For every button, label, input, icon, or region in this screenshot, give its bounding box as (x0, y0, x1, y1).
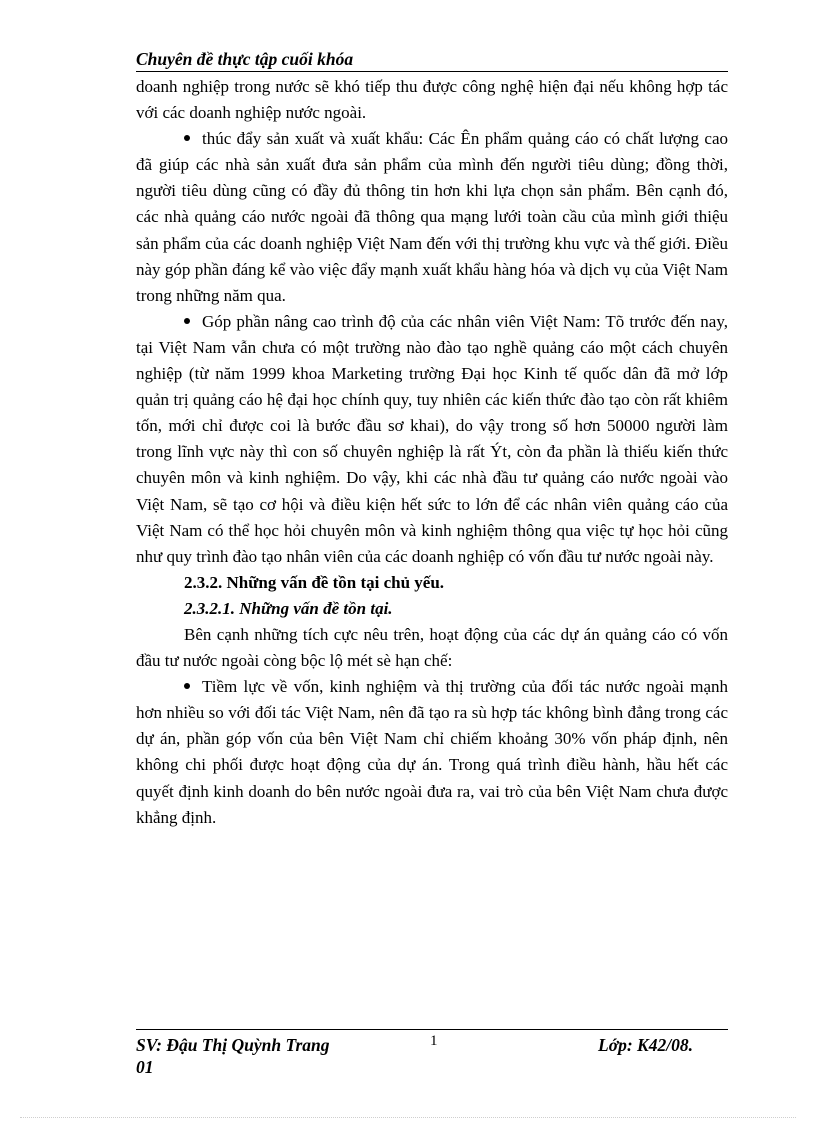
bullet-icon (184, 683, 190, 689)
footer-rule (136, 1029, 728, 1030)
bullet-item-export (136, 126, 728, 309)
footer-student-line2: 01 (136, 1057, 154, 1077)
bullet-icon (184, 318, 190, 324)
bullet-item-capital (136, 674, 728, 831)
bullet-text: Tiềm lực về vốn, kinh nghiệm và thị trường của đối tác nước ngoài mạnh hơn nhiều so với đối tác Việt Nam, nên đã tạo ra sù hợp tác không bình đẳng trong các dự án, phần góp vốn của bên Việt Nam chỉ chiếm khoảng 30% vốn pháp định, nên không chi phối được hoạt động của dự án. Trong quá trình điều hành, hầu hết các quyết định kinh doanh do bên nước ngoài đưa ra, vai trò của bên Việt Nam chưa được khẳng định. (136, 677, 728, 827)
subsection-heading: 2.3.2.1. Những vấn đề tồn tại. (184, 598, 393, 618)
page-number: 1 (430, 1033, 438, 1049)
section-heading: 2.3.2. Những vấn đề tồn tại chủ yếu. (184, 572, 445, 592)
footer-student (136, 1034, 330, 1078)
page-boundary-line (20, 1117, 796, 1118)
footer-class: Lớp: K42/08. (598, 1035, 693, 1055)
header-rule (136, 71, 728, 72)
bullet-text: Góp phần nâng cao trình độ của các nhân viên Việt Nam: Tõ trước đến nay, tại Việt Nam vẫn chưa có một trường nào đào tạo nghề quảng cáo một cách chuyên nghiệp (từ năm 1999 khoa Marketing trường Đại học Kinh tế quốc dân đã mở lớp quản trị quảng cáo hệ đại học chính quy, tuy nhiên các kiến thức đào tạo còn rất khiêm tốn, mới chỉ được coi là bước đầu sơ khai), do vậy trong số hơn 50000 người làm trong lĩnh vực này thì con số chuyên nghiệp là rất Ýt, còn đa phần là thiếu kiến thức chuyên môn và kinh nghiệm. Do vậy, khi các nhà đầu tư quảng cáo nước ngoài vào Việt Nam, sẽ tạo cơ hội và điều kiện hết sức to lớn để các nhân viên quảng cáo của Việt Nam có thể học hỏi chuyên môn và kinh nghiệm thông qua việc tự học hỏi cũng như quy trình đào tạo nhân viên của các doanh nghiệp có vốn đầu tư nước ngoài này. (136, 311, 728, 566)
bullet-item-staff-training (136, 309, 728, 570)
bullet-text: thúc đẩy sản xuất và xuất khẩu: Các Ên phẩm quảng cáo có chất lượng cao đã giúp các nhà sản xuất đưa sản phẩm của mình đến người tiêu dùng; đồng thời, người tiêu dùng cũng có đầy đủ thông tin hơn khi lựa chọn sản phẩm. Bên cạnh đó, các nhà quảng cáo nước ngoài đã thông qua mạng lưới toàn cầu của mình giới thiệu sản phẩm của các doanh nghiệp Việt Nam đến với thị trường khu vực và thế giới. Điều này góp phần đáng kể vào việc đẩy mạnh xuất khẩu hàng hóa và dịch vụ của Việt Nam trong những năm qua. (136, 129, 728, 305)
footer-student-name: SV: Đậu Thị Quỳnh Trang (136, 1035, 330, 1055)
bullet-icon (184, 135, 190, 141)
paragraph-intro: Bên cạnh những tích cực nêu trên, hoạt động của các dự án quảng cáo có vốn đầu tư nước ngoài còng bộc lộ mét sè hạn chế: (136, 624, 728, 671)
paragraph-continuation: doanh nghiệp trong nước sẽ khó tiếp thu được công nghệ hiện đại nếu không hợp tác với các doanh nghiệp nước ngoài. (136, 77, 728, 123)
header-title: Chuyên đề thực tập cuối khóa (136, 49, 354, 69)
document-body (136, 74, 728, 831)
